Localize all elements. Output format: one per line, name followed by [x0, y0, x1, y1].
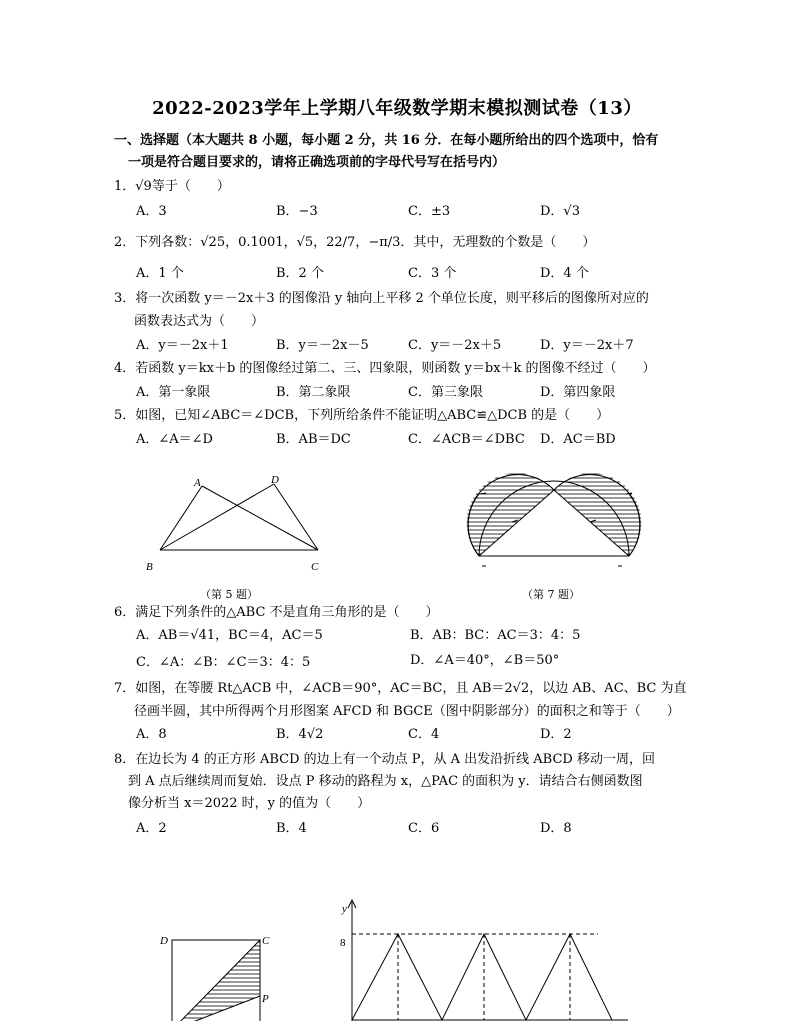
page-title: 2022-2023学年上学期八年级数学期末模拟测试卷（13） [152, 98, 642, 119]
fig5-label-c: C [311, 561, 319, 573]
q2-option-c: C．3 个 [408, 266, 457, 281]
q4-option-d: D．第四象限 [540, 385, 616, 400]
q5-option-c: C．∠ACB＝∠DBC [408, 432, 525, 447]
q2-stem: 2．下列各数：√25，0.1001，√5，22/7，−π/3．其中，无理数的个数是（ ） [114, 235, 596, 250]
q8-option-a: A．2 [136, 821, 167, 836]
section-heading-line2: 一项是符合题目要求的，请将正确选项前的字母代号写在括号内） [128, 155, 506, 170]
fig8-label-p: P [262, 993, 269, 1005]
q3-option-d: D．y＝－2x＋7 [540, 338, 634, 353]
fig5-label-b: B [146, 561, 153, 573]
q1-option-b: B．−3 [276, 204, 318, 219]
q5-option-a: A．∠A＝∠D [136, 432, 213, 447]
q6-option-d: D．∠A＝40°，∠B＝50° [410, 653, 560, 668]
q2-option-d: D．4 个 [540, 266, 589, 281]
q6-stem: 6．满足下列条件的△ABC 不是直角三角形的是（ ） [114, 605, 439, 620]
q8-option-c: C．6 [408, 821, 440, 836]
fig8-y-axis-label: y [342, 903, 347, 915]
q4-stem: 4．若函数 y＝kx＋b 的图像经过第二、三、四象限，则函数 y＝bx＋k 的图像不经过（ ） [114, 361, 656, 376]
q1-stem: 1．√9等于（ ） [114, 179, 230, 194]
q6-option-c: C．∠A：∠B：∠C＝3：4：5 [136, 655, 311, 670]
q8-stem-line3: 像分析当 x＝2022 时，y 的值为（ ） [128, 796, 371, 811]
figure-8-graph [330, 896, 630, 1021]
q8-stem-line2: 到 A 点后继续周而复始．设点 P 移动的路程为 x，△PAC 的面积为 y．请结合右侧函数图 [128, 774, 643, 789]
figure-7-caption: （第 7 题） [522, 588, 580, 601]
q5-option-d: D．AC＝BD [540, 432, 616, 447]
q6-option-b: B．AB：BC：AC＝3：4：5 [410, 628, 581, 643]
q3-stem-line1: 3．将一次函数 y＝－2x＋3 的图像沿 y 轴向上平移 2 个单位长度，则平移后的图像所对应的 [114, 291, 649, 306]
q7-option-a: A．8 [136, 727, 167, 742]
q1-option-a: A．3 [136, 204, 167, 219]
q3-option-b: B．y＝－2x－5 [276, 338, 369, 353]
q1-option-d: D．√3 [540, 204, 580, 219]
figure-7-diagram [466, 468, 644, 576]
q5-stem: 5．如图，已知∠ABC＝∠DCB，下列所给条件不能证明△ABC≌△DCB 的是（ ） [114, 408, 610, 423]
fig8-y-tick-8: 8 [340, 937, 346, 949]
fig8-label-d: D [160, 935, 168, 947]
q7-option-d: D．2 [540, 727, 572, 742]
q7-stem-line1: 7．如图，在等腰 Rt△ACB 中，∠ACB＝90°，AC＝BC，且 AB＝2√2，以边 AB、AC、BC 为直 [114, 681, 687, 696]
q7-stem-line2: 径画半圆，其中所得两个月形图案 AFCD 和 BGCE（图中阴影部分）的面积之和等于（ ） [134, 704, 680, 719]
fig5-label-a: A [194, 477, 201, 489]
figure-5-caption: （第 5 题） [200, 588, 258, 601]
q7-option-b: B．4√2 [276, 727, 324, 742]
q5-option-b: B．AB＝DC [276, 432, 351, 447]
q6-option-a: A．AB＝√41，BC＝4，AC＝5 [136, 628, 323, 643]
q4-option-b: B．第二象限 [276, 385, 351, 400]
figure-8-square-diagram [150, 924, 280, 1021]
figure-5-diagram [140, 470, 340, 580]
q1-option-c: C．±3 [408, 204, 451, 219]
q3-option-a: A．y＝－2x＋1 [136, 338, 229, 353]
section-heading-line1: 一、选择题（本大题共 8 小题，每小题 2 分，共 16 分．在每小题所给出的四个选项中，恰有 [114, 133, 659, 148]
q3-option-c: C．y＝－2x＋5 [408, 338, 502, 353]
q2-option-a: A．1 个 [136, 266, 184, 281]
q4-option-a: A．第一象限 [136, 385, 211, 400]
q7-option-c: C．4 [408, 727, 440, 742]
fig8-label-c: C [262, 935, 270, 947]
q8-option-d: D．8 [540, 821, 572, 836]
fig5-label-d: D [271, 474, 279, 486]
q4-option-c: C．第三象限 [408, 385, 483, 400]
q2-option-b: B．2 个 [276, 266, 324, 281]
q3-stem-line2: 函数表达式为（ ） [134, 314, 265, 329]
q8-stem-line1: 8．在边长为 4 的正方形 ABCD 的边上有一个动点 P，从 A 出发沿折线 ABCD 移动一周，回 [114, 752, 655, 767]
q8-option-b: B．4 [276, 821, 307, 836]
